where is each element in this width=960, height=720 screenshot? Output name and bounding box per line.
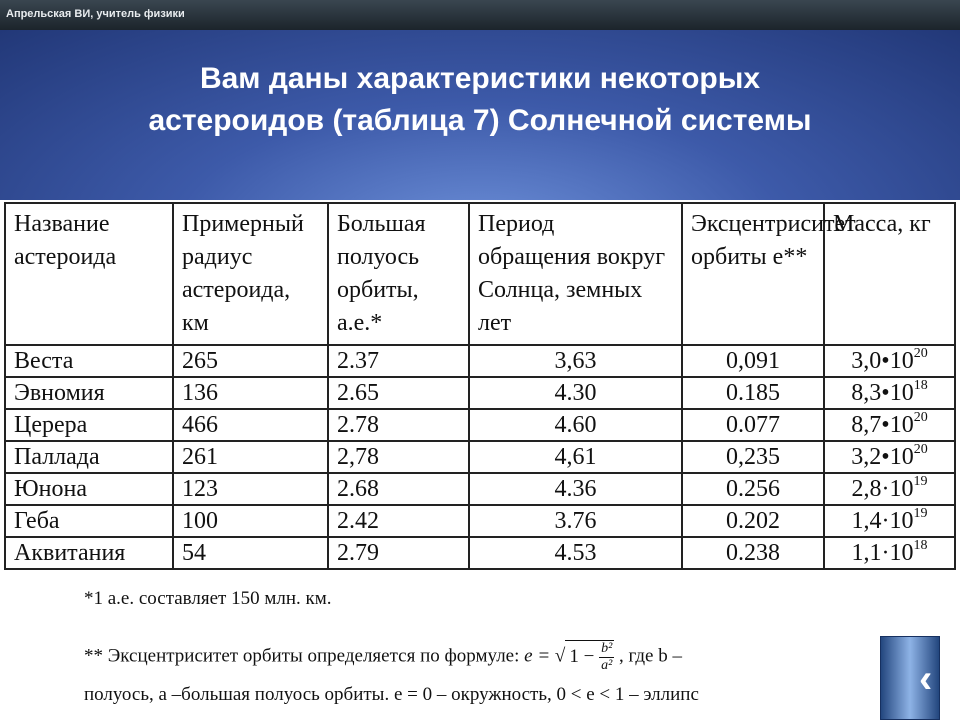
- cell-radius: 54: [173, 537, 328, 569]
- header-eccentricity: Эксцентриситет орбиты e**: [682, 203, 824, 345]
- header-radius: Примерный радиус астероида, км: [173, 203, 328, 345]
- top-bar: [0, 0, 960, 30]
- mass-base: 8,3•10: [851, 380, 914, 406]
- cell-period: 4.53: [469, 537, 682, 569]
- cell-period: 4,61: [469, 441, 682, 473]
- footnote-eccentricity-text: ** Эксцентриситет орбиты определяется по формуле:: [84, 645, 520, 667]
- cell-axis: 2.79: [328, 537, 469, 569]
- mass-base: 1,4·10: [851, 508, 914, 534]
- cell-name: Веста: [5, 345, 173, 377]
- sqrt-symbol: √: [554, 645, 566, 667]
- cell-axis: 2.68: [328, 473, 469, 505]
- table-header-row: [5, 203, 955, 345]
- cell-eccentricity: 0.185: [682, 377, 824, 409]
- cell-name: Аквитания: [5, 537, 173, 569]
- mass-exponent: 20: [913, 410, 928, 425]
- cell-name: Церера: [5, 409, 173, 441]
- cell-mass: [824, 345, 955, 377]
- cell-axis: 2.37: [328, 345, 469, 377]
- cell-radius: 136: [173, 377, 328, 409]
- table-row: [5, 345, 955, 377]
- formula-fraction: [599, 641, 614, 674]
- cell-mass: [824, 377, 955, 409]
- cell-name: Эвномия: [5, 377, 173, 409]
- cell-name: Геба: [5, 505, 173, 537]
- mass-exponent: 19: [913, 506, 928, 521]
- table-row: [5, 505, 955, 537]
- cell-mass: [824, 473, 955, 505]
- cell-period: 3,63: [469, 345, 682, 377]
- cell-eccentricity: 0.238: [682, 537, 824, 569]
- nav-button[interactable]: [880, 636, 940, 720]
- cell-radius: 261: [173, 441, 328, 473]
- cell-name: Паллада: [5, 441, 173, 473]
- mass-exponent: 19: [913, 474, 928, 489]
- cell-eccentricity: 0,235: [682, 441, 824, 473]
- cell-axis: 2.78: [328, 409, 469, 441]
- table-row: [5, 377, 955, 409]
- table-row: [5, 441, 955, 473]
- header-axis: Большая полуось орбиты, а.е.*: [328, 203, 469, 345]
- cell-period: 4.36: [469, 473, 682, 505]
- cell-radius: 466: [173, 409, 328, 441]
- cell-period: 4.30: [469, 377, 682, 409]
- footnote-eccentricity-suffix: , где b –: [619, 645, 682, 667]
- formula-one: 1 −: [569, 645, 595, 667]
- formula-denominator: a²: [601, 658, 613, 673]
- mass-exponent: 18: [913, 538, 928, 553]
- cell-axis: 2.65: [328, 377, 469, 409]
- cell-eccentricity: 0.077: [682, 409, 824, 441]
- header-period: Период обращения вокруг Солнца, земных лет: [469, 203, 682, 345]
- mass-exponent: 20: [913, 346, 928, 361]
- cell-radius: 123: [173, 473, 328, 505]
- cell-radius: 100: [173, 505, 328, 537]
- formula-root: [565, 640, 614, 674]
- asteroid-table: [4, 202, 956, 570]
- cell-eccentricity: 0,091: [682, 345, 824, 377]
- formula-numerator: b²: [601, 641, 613, 656]
- slide-title-line2: астероидов (таблица 7) Солнечной системы: [148, 104, 812, 137]
- header-name: Название астероида: [5, 203, 173, 345]
- mass-base: 2,8·10: [851, 476, 914, 502]
- formula-lhs: e =: [524, 645, 551, 667]
- mass-base: 1,1·10: [851, 540, 914, 566]
- cell-eccentricity: 0.256: [682, 473, 824, 505]
- table-row: [5, 537, 955, 569]
- mass-base: 3,2•10: [851, 444, 914, 470]
- cell-mass: [824, 537, 955, 569]
- mass-base: 8,7•10: [851, 412, 914, 438]
- table-row: [5, 473, 955, 505]
- cell-axis: 2,78: [328, 441, 469, 473]
- cell-mass: [824, 505, 955, 537]
- header-mass: Масса, кг: [824, 203, 955, 345]
- cell-period: 4.60: [469, 409, 682, 441]
- footnote-au: *1 а.е. составляет 150 млн. км.: [84, 588, 332, 609]
- cell-period: 3.76: [469, 505, 682, 537]
- cell-eccentricity: 0.202: [682, 505, 824, 537]
- cell-mass: [824, 409, 955, 441]
- cell-axis: 2.42: [328, 505, 469, 537]
- mass-exponent: 20: [913, 442, 928, 457]
- footnote-eccentricity: [84, 640, 682, 674]
- table-row: [5, 409, 955, 441]
- slide-title-line1: Вам даны характеристики некоторых: [199, 62, 761, 95]
- chevron-left-icon: ‹: [919, 657, 933, 701]
- author-label: Апрельская ВИ, учитель физики: [6, 8, 185, 20]
- cell-name: Юнона: [5, 473, 173, 505]
- mass-base: 3,0•10: [851, 348, 914, 374]
- cell-mass: [824, 441, 955, 473]
- mass-exponent: 18: [913, 378, 928, 393]
- footnote-ellipse: полуось, a –большая полуось орбиты. e = 0 – окружность, 0 < e < 1 – эллипс: [84, 684, 699, 705]
- slide-title: [0, 58, 960, 142]
- cell-radius: 265: [173, 345, 328, 377]
